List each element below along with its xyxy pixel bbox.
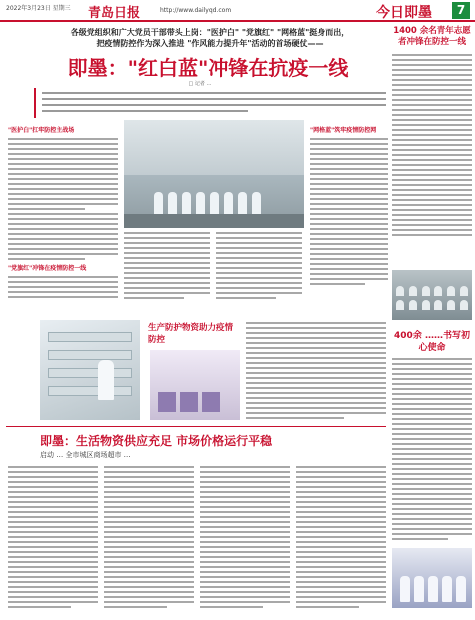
subhead-grid: "网格蓝"筑牢疫情防控网 xyxy=(310,127,377,134)
main-kicker xyxy=(40,27,380,49)
main-photo-medical-staff xyxy=(124,120,304,228)
main-column-1 xyxy=(8,122,118,301)
sidebar-title: 1400 余名青年志愿者冲锋在防控一线 xyxy=(393,26,471,47)
main-column-3 xyxy=(216,232,302,302)
issue-date: 2022年3月23日 星期三 xyxy=(6,5,71,12)
main-column-4 xyxy=(310,122,388,288)
second-column-1 xyxy=(8,466,98,611)
sidebar-column-2 xyxy=(392,358,472,543)
sidebar-photo-volunteers xyxy=(392,270,472,320)
sidebar-photo-2 xyxy=(392,548,472,608)
sidebar-volunteers xyxy=(392,26,472,239)
newspaper-logo: 青岛日报 xyxy=(88,6,141,21)
main-lead-paragraph xyxy=(34,88,386,118)
photo-caption-supplies: 生产防护物资助力疫情防控 xyxy=(148,323,234,345)
subhead-medical: "医护白"扛牢防控主战场 xyxy=(8,127,75,134)
second-column-2 xyxy=(104,466,194,611)
photo-supplies xyxy=(150,350,240,420)
kicker-line-1: 各级党组织和广大党员干部带头上岗："医护白" "党旗红" "网格蓝"挺身而出， xyxy=(70,28,350,37)
section-divider xyxy=(6,426,386,427)
photo-production-workshop xyxy=(40,320,140,420)
second-column-3 xyxy=(200,466,290,611)
second-headline: 即墨：生活物资供应充足 市场价格运行平稳 xyxy=(40,434,273,448)
main-byline: □ 记者 … xyxy=(188,81,212,87)
page-header xyxy=(0,0,475,22)
sidebar-title-2: 400余 ……书写初心使命 xyxy=(394,331,470,353)
section-title: 今日即墨 xyxy=(376,5,432,21)
second-column-4 xyxy=(296,466,386,611)
main-headline: 即墨："红白蓝"冲锋在抗疫一线 xyxy=(67,56,349,80)
supplies-column xyxy=(246,322,386,422)
page-number: 7 xyxy=(452,2,470,19)
subhead-party: "党旗红"冲锋在疫情防控一线 xyxy=(8,265,87,272)
newspaper-url[interactable]: http://www.dailyqd.com xyxy=(160,7,232,14)
second-deck: 启动 … 全市城区商场超市 … xyxy=(40,451,131,459)
kicker-line-2: 把疫情防控作为深入推进 "作风能力提升年"活动的首场硬仗—— xyxy=(96,39,324,48)
main-column-2 xyxy=(124,232,210,302)
